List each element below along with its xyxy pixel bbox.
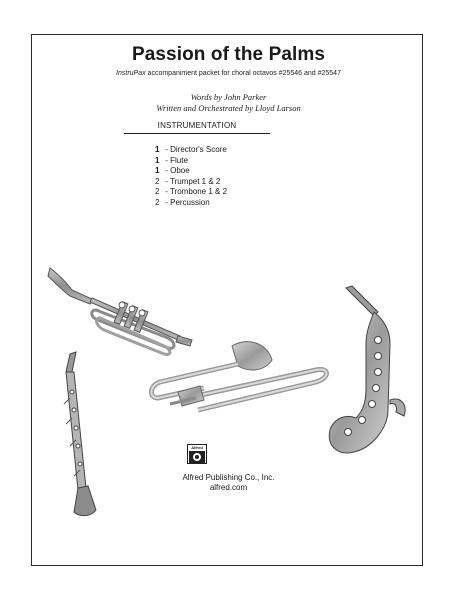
saxophone-icon <box>329 286 405 453</box>
credit-words: Words by John Parker <box>190 92 267 102</box>
item-name: Percussion <box>170 197 210 207</box>
logo-word: Alfred <box>191 445 203 450</box>
item-sep: - <box>163 155 171 165</box>
item-name: Director's Score <box>170 145 227 154</box>
publisher-name: Alfred Publishing Co., Inc. <box>182 473 275 482</box>
credit-orchestration: Written and Orchestrated by Lloyd Larson <box>156 103 301 113</box>
item-sep: - <box>163 166 171 176</box>
item-name: Trombone 1 & 2 <box>169 187 228 197</box>
item-qty: 2 <box>155 187 160 197</box>
logo-emblem <box>188 450 206 464</box>
item-qty: 2 <box>155 197 160 207</box>
item-name: Oboe <box>170 166 190 176</box>
item-name: Flute <box>170 155 188 165</box>
publisher-website: alfred.com <box>209 483 248 492</box>
trombone-icon <box>151 342 326 410</box>
item-name: Trumpet 1 & 2 <box>169 176 221 186</box>
instrumentation-heading: INSTRUMENTATION <box>124 121 270 134</box>
item-qty: 1 <box>155 155 160 165</box>
item-sep: - <box>163 145 171 154</box>
alfred-logo-icon <box>187 444 207 464</box>
item-sep: - <box>163 187 170 197</box>
item-sep: - <box>163 197 171 207</box>
item-qty: 1 <box>155 145 160 154</box>
item-qty: 2 <box>155 176 160 186</box>
subtitle-brand: InstruPax <box>116 70 146 77</box>
subtitle-text: accompaniment packet for choral octavos #25546 and #25547 <box>145 70 341 77</box>
item-qty: 1 <box>155 166 160 176</box>
item-sep: - <box>163 176 170 186</box>
trumpet-icon <box>48 268 192 354</box>
page-title: Passion of the Palms <box>131 44 326 65</box>
